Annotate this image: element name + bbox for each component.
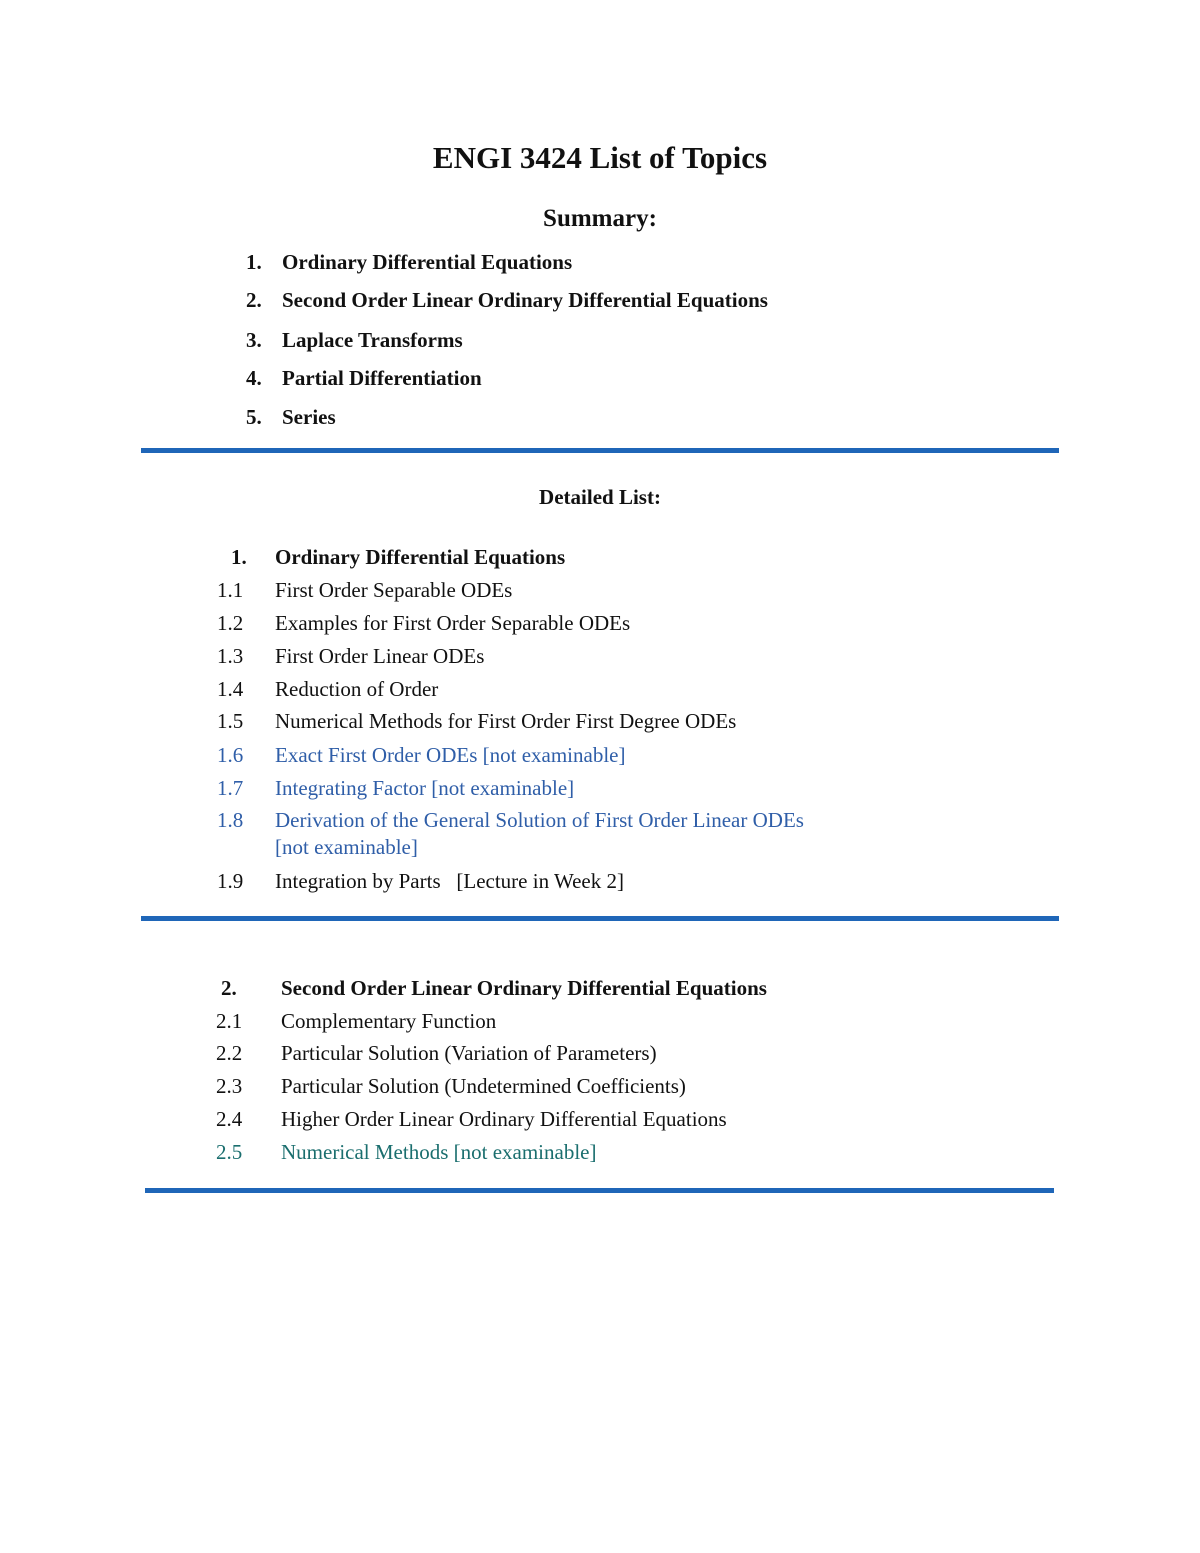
topic-text: Examples for First Order Separable ODEs bbox=[275, 611, 631, 635]
summary-item-number: 5. bbox=[246, 405, 262, 429]
topic-number: 1.7 bbox=[217, 776, 244, 800]
topic-number: 1.9 bbox=[217, 869, 244, 893]
summary-heading: Summary: bbox=[543, 205, 657, 232]
section-divider bbox=[145, 1188, 1054, 1193]
section-divider bbox=[141, 448, 1059, 453]
topic-number: 1.6 bbox=[217, 743, 244, 767]
topic-number: 1.5 bbox=[217, 709, 244, 733]
topic-text: Numerical Methods for First Order First Degree ODEs bbox=[275, 709, 737, 733]
summary-item-number: 3. bbox=[246, 328, 262, 352]
topic-text: Reduction of Order bbox=[275, 677, 439, 701]
topic-number: 2.3 bbox=[216, 1074, 243, 1098]
summary-item-number: 4. bbox=[246, 366, 262, 390]
summary-item-text: Ordinary Differential Equations bbox=[282, 250, 573, 274]
topic-number: 1.4 bbox=[217, 677, 244, 701]
topic-text: Integration by Parts [Lecture in Week 2] bbox=[275, 869, 624, 893]
topic-text: Higher Order Linear Ordinary Differential Equations bbox=[281, 1107, 727, 1131]
summary-item-text: Laplace Transforms bbox=[282, 328, 463, 352]
topic-number: 2.1 bbox=[216, 1009, 243, 1033]
section-number: 2. bbox=[221, 976, 237, 1000]
summary-item-number: 2. bbox=[246, 288, 262, 312]
section-title: Ordinary Differential Equations bbox=[275, 545, 566, 569]
topic-text: Complementary Function bbox=[281, 1009, 497, 1033]
topic-number: 2.2 bbox=[216, 1041, 243, 1065]
topic-text-continuation: [not examinable] bbox=[275, 835, 418, 859]
topic-number: 2.5 bbox=[216, 1140, 243, 1164]
summary-item-text: Second Order Linear Ordinary Differential Equations bbox=[282, 288, 768, 312]
summary-item-text: Series bbox=[282, 405, 336, 429]
summary-item-text: Partial Differentiation bbox=[282, 366, 482, 390]
topic-number: 1.3 bbox=[217, 644, 244, 668]
topic-number: 1.1 bbox=[217, 578, 244, 602]
topic-text: Integrating Factor [not examinable] bbox=[275, 776, 575, 800]
section-title: Second Order Linear Ordinary Differential Equations bbox=[281, 976, 767, 1000]
topic-number: 1.8 bbox=[217, 808, 244, 832]
section-number: 1. bbox=[231, 545, 247, 569]
detailed-list-heading: Detailed List: bbox=[539, 485, 661, 509]
summary-item-number: 1. bbox=[246, 250, 262, 274]
topic-text: First Order Separable ODEs bbox=[275, 578, 513, 602]
topic-text: Particular Solution (Variation of Parameters) bbox=[281, 1041, 657, 1065]
topic-text: Derivation of the General Solution of First Order Linear ODEs bbox=[275, 808, 804, 832]
topic-number: 2.4 bbox=[216, 1107, 243, 1131]
topic-text: Numerical Methods [not examinable] bbox=[281, 1140, 597, 1164]
page-title: ENGI 3424 List of Topics bbox=[432, 140, 768, 175]
topic-text: First Order Linear ODEs bbox=[275, 644, 485, 668]
topic-text: Particular Solution (Undetermined Coefficients) bbox=[281, 1074, 686, 1098]
topic-number: 1.2 bbox=[217, 611, 244, 635]
section-divider bbox=[141, 916, 1059, 921]
topic-text: Exact First Order ODEs [not examinable] bbox=[275, 743, 626, 767]
